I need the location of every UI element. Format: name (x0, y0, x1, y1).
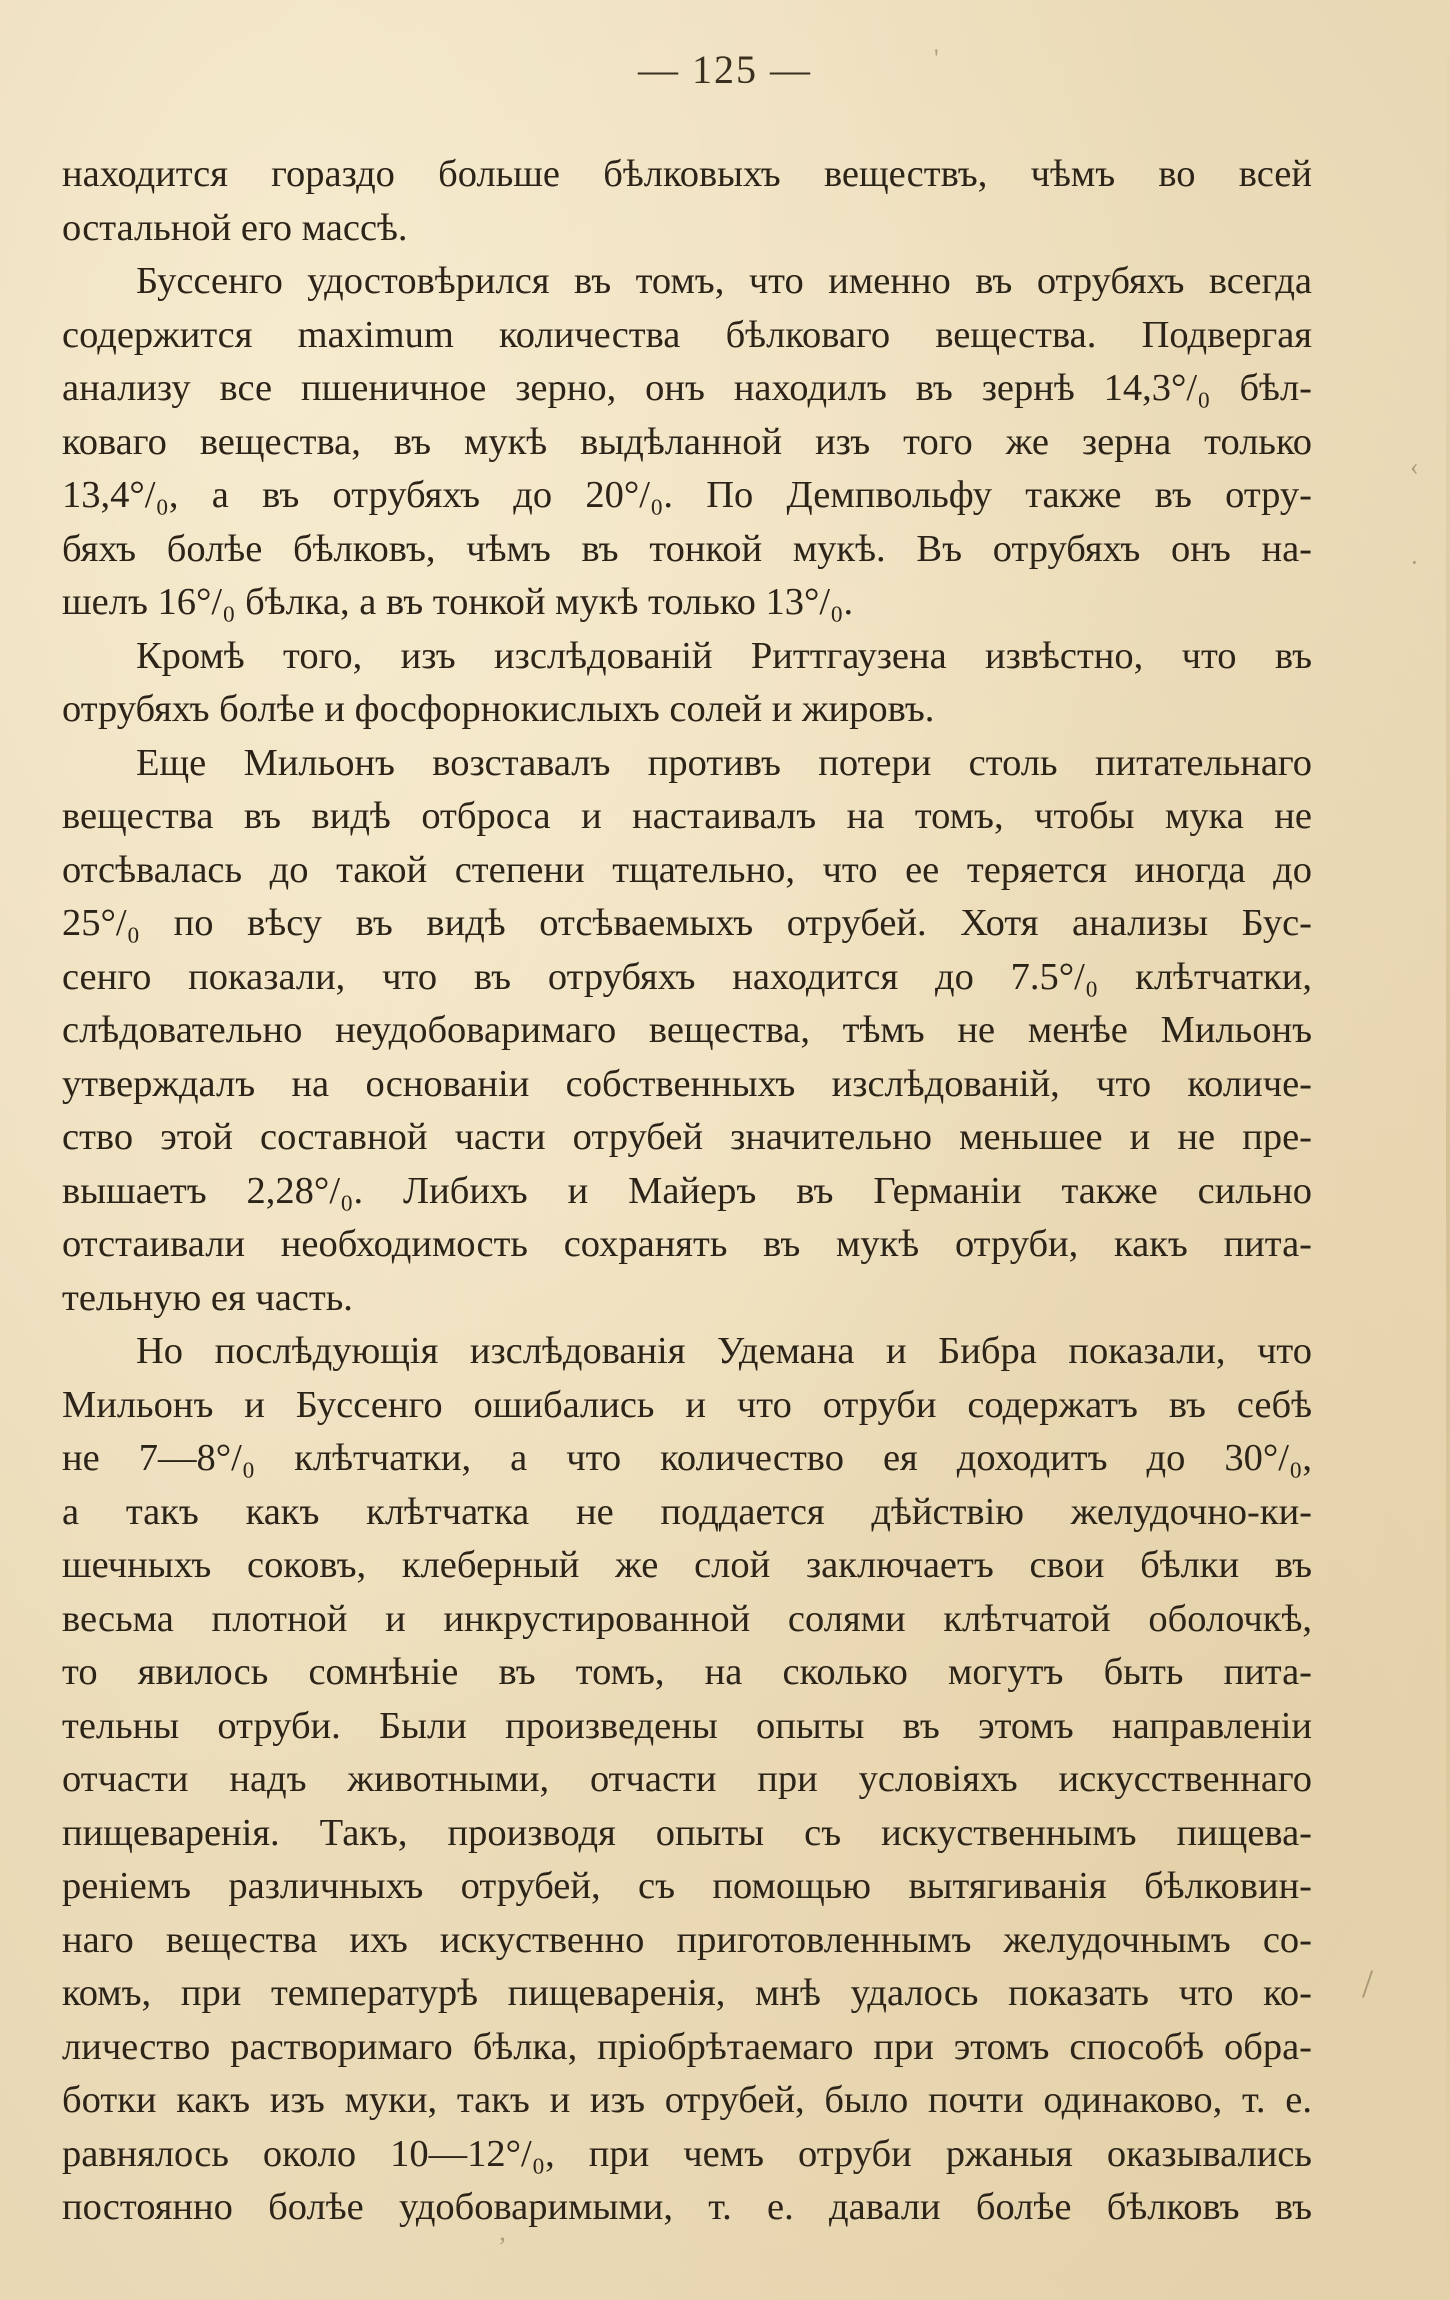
text-line: пищеваренія. Такъ, производя опыты съ искуственнымъ пищева- (62, 1811, 1312, 1854)
page-number: — 125 — (638, 47, 812, 92)
margin-mark: / (1362, 1961, 1374, 2006)
text-line: наго вещества ихъ искуственно приготовленнымъ желудочнымъ со- (62, 1918, 1312, 1961)
text-line: 13,4°/₀, а въ отрубяхъ до 20°/₀. По Демпвольфу также въ отру- (62, 474, 1312, 516)
margin-mark: ' (934, 44, 939, 73)
text-line: вышаетъ 2,28°/₀. Либихъ и Майеръ въ Германіи также сильно (62, 1169, 1312, 1212)
text-line: а такъ какъ клѣтчатка не поддается дѣйствію желудочно-ки- (62, 1490, 1312, 1533)
text-line: анализу все пшеничное зерно, онъ находилъ въ зернѣ 14,3°/₀ бѣл- (62, 367, 1312, 409)
margin-mark: ʼ (498, 2232, 507, 2261)
text-line: реніемъ различныхъ отрубей, съ помощью вытягиванія бѣлковин- (62, 1865, 1312, 1907)
margin-mark: ‹ (1410, 452, 1419, 481)
text-line: Буссенго удостовѣрился въ томъ, что именно въ отрубяхъ всегда (136, 260, 1312, 302)
text-line: отстаивали необходимость сохранять въ мукѣ отруби, какъ пита- (62, 1223, 1312, 1265)
text-line: тельную ея часть. (62, 1276, 353, 1319)
text-line: коваго вещества, въ мукѣ выдѣланной изъ того же зерна только (62, 420, 1312, 463)
text-line: Мильонъ и Буссенго ошибались и что отруби содержатъ въ себѣ (62, 1383, 1312, 1426)
page-edge-shadow (1446, 0, 1450, 2300)
text-line: отрубяхъ болѣе и фосфорнокислыхъ солей и жировъ. (62, 688, 935, 730)
text-line: ботки какъ изъ муки, такъ и изъ отрубей, было почти одинаково, т. е. (62, 2079, 1312, 2121)
text-line: слѣдовательно неудобоваримаго вещества, тѣмъ не менѣе Мильонъ (62, 1009, 1312, 1051)
text-line: личество растворимаго бѣлка, пріобрѣтаемаго при этомъ способѣ обра- (62, 2025, 1312, 2068)
text-line: сенго показали, что въ отрубяхъ находится до 7.5°/₀ клѣтчатки, (62, 955, 1312, 998)
text-line: тельны отруби. Были произведены опыты въ этомъ направленіи (62, 1704, 1312, 1747)
text-line: комъ, при температурѣ пищеваренія, мнѣ удалось показать что ко- (62, 1972, 1312, 2014)
text-line: постоянно болѣе удобоваримыми, т. е. давали болѣе бѣлковъ въ (62, 2186, 1312, 2228)
text-line: шечныхъ соковъ, клеберный же слой заключаетъ свои бѣлки въ (62, 1544, 1312, 1586)
text-line: бяхъ болѣе бѣлковъ, чѣмъ въ тонкой мукѣ. Въ отрубяхъ онъ на- (62, 527, 1312, 570)
text-line: остальной его массѣ. (62, 206, 408, 249)
text-line: утверждалъ на основаніи собственныхъ изслѣдованій, что количе- (62, 1062, 1312, 1105)
text-line: содержится maximum количества бѣлковаго вещества. Подвергая (62, 313, 1312, 356)
text-line: Еще Мильонъ возставалъ противъ потери столь питательнаго (136, 741, 1312, 784)
text-line: равнялось около 10—12°/₀, при чемъ отруби ржаныя оказывались (62, 2132, 1312, 2175)
text-line: ство этой составной части отрубей значительно меньшее и не пре- (62, 1116, 1312, 1158)
margin-mark: · (1410, 548, 1419, 577)
text-line: весьма плотной и инкрустированной солями клѣтчатой оболочкѣ, (62, 1597, 1312, 1640)
text-line: вещества въ видѣ отброса и настаивалъ на томъ, чтобы мука не (62, 795, 1312, 837)
text-line: 25°/₀ по вѣсу въ видѣ отсѣваемыхъ отрубей. Хотя анализы Бус- (62, 902, 1312, 944)
text-line: шелъ 16°/₀ бѣлка, а въ тонкой мукѣ только 13°/₀. (62, 581, 854, 623)
body-text (62, 148, 1312, 2235)
text-line: то явилось сомнѣніе въ томъ, на сколько могутъ быть пита- (62, 1651, 1312, 1693)
text-line: отсѣвалась до такой степени тщательно, что ее теряется иногда до (62, 848, 1312, 891)
text-line: отчасти надъ животными, отчасти при условіяхъ искусственнаго (62, 1758, 1312, 1800)
text-line: не 7—8°/₀ клѣтчатки, а что количество ея доходитъ до 30°/₀, (62, 1437, 1312, 1479)
text-line: Кромѣ того, изъ изслѣдованій Риттгаузена извѣстно, что въ (136, 634, 1312, 677)
text-line: находится гораздо больше бѣлковыхъ веществъ, чѣмъ во всей (62, 153, 1312, 195)
text-line: Но послѣдующія изслѣдованія Удемана и Бибра показали, что (136, 1330, 1312, 1372)
